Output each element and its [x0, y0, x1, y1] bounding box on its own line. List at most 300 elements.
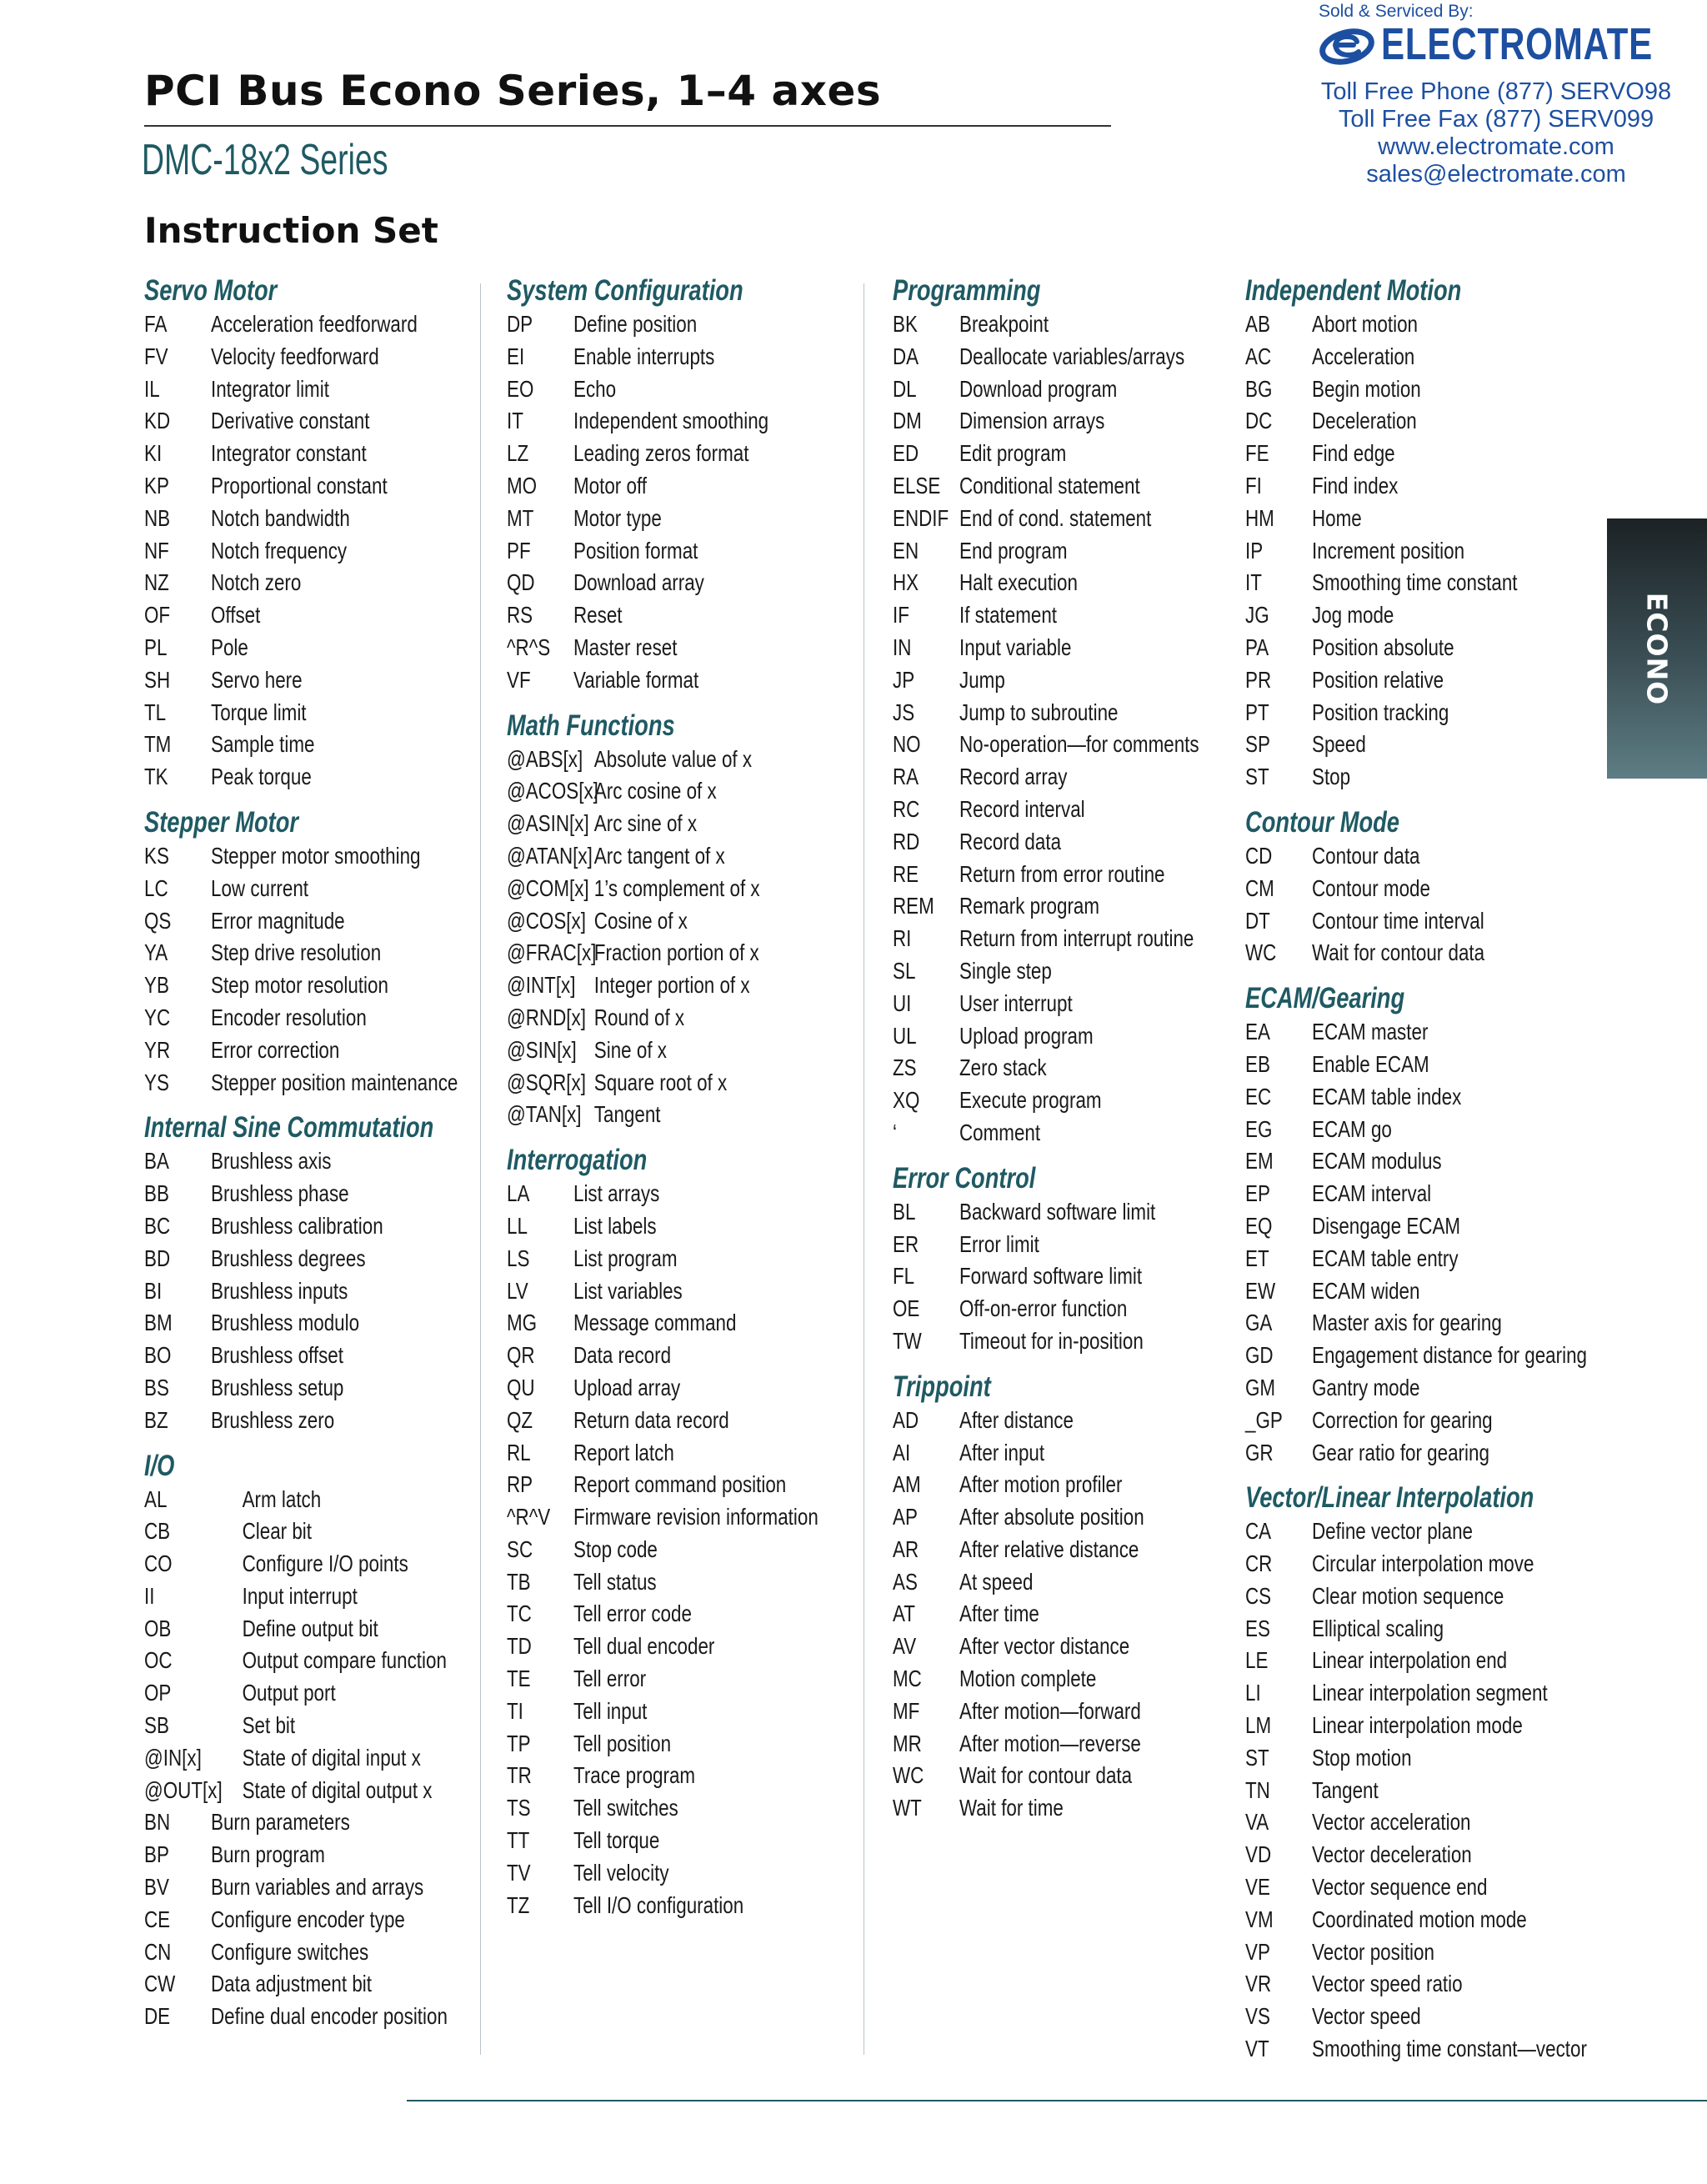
section-gap [144, 794, 536, 805]
instruction-description: Tell torque [573, 1827, 660, 1854]
instruction-description: Backward software limit [959, 1198, 1156, 1225]
instruction-code: PA [1245, 634, 1269, 660]
instruction-code: OB [144, 1615, 172, 1641]
instruction-description: Enable interrupts [573, 343, 715, 369]
instruction-description: Jump to subroutine [959, 699, 1119, 725]
brand-email[interactable]: sales@electromate.com [1366, 161, 1626, 188]
instruction-row [144, 470, 458, 503]
econo-tab-label-wrap [1607, 518, 1707, 779]
instruction-code: CO [144, 1550, 173, 1577]
instruction-description: Stepper position maintenance [211, 1069, 458, 1095]
instruction-row [507, 1566, 818, 1599]
instruction-row [1245, 1968, 1587, 2001]
instruction-code: ZS [893, 1054, 917, 1081]
instruction-row [507, 503, 818, 535]
instruction-description: After absolute position [959, 1504, 1144, 1530]
instruction-row [1245, 1613, 1587, 1646]
instruction-row [893, 470, 1199, 503]
instruction-description: Arc tangent of x [593, 842, 725, 869]
instruction-description: Upload program [959, 1022, 1094, 1049]
brand-block [1300, 0, 1692, 192]
instruction-description: Smoothing time constant [1312, 569, 1518, 596]
instruction-description: Tell switches [573, 1795, 678, 1821]
section-title: Math Functions [507, 709, 675, 742]
instruction-row [507, 438, 818, 470]
instruction-code: WC [1245, 939, 1277, 966]
instruction-description: Position format [573, 537, 698, 564]
instruction-row [1245, 1372, 1587, 1405]
instruction-row [144, 1613, 458, 1646]
instruction-row [507, 632, 818, 664]
instruction-row [507, 1663, 818, 1696]
instruction-code: GM [1245, 1374, 1276, 1400]
instruction-description: Configure I/O points [242, 1550, 408, 1577]
instruction-row [144, 632, 458, 664]
instruction-row [1245, 1710, 1587, 1742]
instruction-row [507, 1728, 818, 1761]
instruction-description: Configure encoder type [211, 1906, 405, 1932]
instruction-row [144, 1067, 458, 1100]
instruction-row [1245, 1081, 1587, 1114]
instruction-code: IN [893, 634, 912, 660]
instruction-code: MC [893, 1666, 922, 1692]
instruction-row [1245, 1145, 1587, 1178]
instruction-description: Variable format [573, 666, 699, 693]
instruction-code: EW [1245, 1277, 1276, 1304]
brand-website[interactable]: www.electromate.com [1378, 133, 1614, 160]
instruction-code: OC [144, 1647, 173, 1674]
instruction-description: Motor type [573, 504, 662, 531]
instruction-description: Tell velocity [573, 1859, 669, 1886]
instruction-description: Sample time [211, 731, 315, 758]
instruction-code: @SQR[x] [507, 1069, 586, 1095]
instruction-description: Integer portion of x [593, 972, 750, 999]
instruction-description: Arc sine of x [593, 810, 698, 837]
instruction-row [507, 599, 818, 632]
instruction-description: Motor off [573, 472, 647, 498]
instruction-row [507, 1501, 818, 1534]
instruction-row [1245, 308, 1587, 341]
instruction-code: TK [144, 764, 168, 790]
instruction-row [1245, 840, 1587, 873]
instruction-code: BV [144, 1874, 169, 1901]
instruction-code: KS [144, 842, 169, 869]
instruction-code: EB [1245, 1050, 1270, 1077]
instruction-row [893, 794, 1199, 826]
instruction-code: DC [1245, 408, 1273, 434]
instruction-row [144, 1742, 458, 1775]
instruction-row [893, 567, 1199, 599]
instruction-row [144, 308, 458, 341]
instruction-description: Integrator limit [211, 375, 329, 402]
instruction-description: Linear interpolation end [1312, 1647, 1508, 1674]
instruction-code: AR [893, 1535, 919, 1562]
instruction-description: ECAM modulus [1312, 1148, 1442, 1175]
instruction-description: Echo [573, 375, 617, 402]
section-title: Servo Motor [144, 274, 278, 307]
instruction-row [144, 969, 458, 1002]
instruction-row [144, 1405, 458, 1437]
instruction-row [507, 373, 818, 406]
instruction-description: Download array [573, 569, 704, 596]
instruction-code: @ASIN[x] [507, 810, 589, 837]
brand-fax: Toll Free Fax (877) SERV099 [1338, 106, 1654, 133]
instruction-row [1245, 761, 1587, 794]
instruction-description: Brushless degrees [211, 1245, 366, 1271]
instruction-description: Deallocate variables/arrays [959, 343, 1185, 369]
instruction-row [144, 405, 458, 438]
instruction-code: ^R^S [507, 634, 551, 660]
instruction-description: Wait for time [959, 1795, 1064, 1821]
instruction-row [144, 567, 458, 599]
section-title: Stepper Motor [144, 805, 299, 839]
instruction-description: Acceleration [1312, 343, 1415, 369]
instruction-description: Configure switches [211, 1938, 369, 1965]
instruction-row [1245, 470, 1587, 503]
instruction-description: List labels [573, 1212, 657, 1239]
instruction-description: Tell dual encoder [573, 1633, 715, 1660]
instruction-row [1245, 1742, 1587, 1775]
instruction-description: Brushless setup [211, 1374, 344, 1400]
instruction-row [507, 1760, 818, 1792]
instruction-code: AS [893, 1568, 918, 1595]
instruction-row [893, 1566, 1199, 1599]
instruction-row [893, 632, 1199, 664]
instruction-description: Report latch [573, 1439, 674, 1465]
instruction-description: Download program [959, 375, 1118, 402]
instruction-description: Round of x [593, 1004, 685, 1030]
instruction-row [507, 1002, 818, 1034]
instruction-description: Speed [1312, 731, 1366, 758]
instruction-row [893, 1760, 1199, 1792]
instruction-code: AI [893, 1439, 911, 1465]
instruction-row [144, 1002, 458, 1034]
instruction-code: YB [144, 972, 169, 999]
instruction-row [507, 405, 818, 438]
instruction-description: Define dual encoder position [211, 2003, 448, 2030]
instruction-description: Linear interpolation segment [1312, 1680, 1548, 1706]
instruction-code: @ABS[x] [507, 745, 583, 772]
instruction-description: Leading zeros format [573, 440, 749, 467]
section-title: Independent Motion [1245, 274, 1462, 307]
instruction-row [893, 1052, 1199, 1084]
instruction-code: CS [1245, 1582, 1272, 1609]
instruction-code: AD [893, 1406, 919, 1433]
instruction-description: Contour mode [1312, 874, 1430, 901]
instruction-row [507, 1340, 818, 1372]
instruction-column-2 [507, 273, 896, 1921]
instruction-description: End of cond. statement [959, 504, 1152, 531]
instruction-description: Error correction [211, 1036, 340, 1063]
instruction-row [893, 308, 1199, 341]
instruction-code: MR [893, 1730, 922, 1756]
instruction-description: Step drive resolution [211, 939, 382, 966]
instruction-row [1245, 503, 1587, 535]
instruction-code: VF [507, 666, 531, 693]
instruction-description: Engagement distance for gearing [1312, 1342, 1587, 1369]
instruction-code: RS [507, 602, 533, 629]
instruction-code: OE [893, 1295, 920, 1322]
instruction-code: VA [1245, 1809, 1269, 1836]
instruction-code: SH [144, 666, 171, 693]
instruction-code: CD [1245, 842, 1273, 869]
instruction-row [507, 1178, 818, 1210]
instruction-row [1245, 1405, 1587, 1437]
instruction-description: Tell position [573, 1730, 672, 1756]
instruction-code: CN [144, 1938, 172, 1965]
instruction-description: Record array [959, 764, 1068, 790]
instruction-description: Abort motion [1312, 311, 1418, 337]
instruction-code: KD [144, 408, 171, 434]
instruction-row [893, 890, 1199, 923]
instruction-code: SC [507, 1535, 533, 1562]
instruction-code: BL [893, 1198, 916, 1225]
instruction-row [507, 567, 818, 599]
instruction-row [144, 873, 458, 905]
instruction-row [893, 599, 1199, 632]
instruction-description: Brushless offset [211, 1342, 343, 1369]
instruction-row [893, 373, 1199, 406]
instruction-code: GR [1245, 1439, 1274, 1465]
instruction-code: @IN[x] [144, 1744, 202, 1771]
instruction-code: BC [144, 1212, 171, 1239]
instruction-code: TN [1245, 1776, 1270, 1803]
instruction-code: XQ [893, 1087, 920, 1114]
instruction-row [893, 405, 1199, 438]
instruction-code: VD [1245, 1841, 1272, 1868]
instruction-code: ET [1245, 1245, 1269, 1271]
instruction-code: FL [893, 1263, 915, 1290]
instruction-code: BM [144, 1310, 173, 1336]
instruction-code: YC [144, 1004, 171, 1030]
instruction-row [507, 1598, 818, 1630]
instruction-row [893, 955, 1199, 988]
instruction-row [507, 1210, 818, 1243]
instruction-description: Edit program [959, 440, 1067, 467]
instruction-code: TB [507, 1568, 531, 1595]
instruction-code: IT [507, 408, 523, 434]
instruction-description: Contour data [1312, 842, 1420, 869]
instruction-code: RD [893, 828, 920, 854]
instruction-row [1245, 1114, 1587, 1146]
instruction-row [893, 1293, 1199, 1325]
instruction-row [507, 664, 818, 697]
instruction-row [1245, 632, 1587, 664]
instruction-code: EG [1245, 1115, 1273, 1142]
instruction-description: Return data record [573, 1406, 729, 1433]
instruction-row [893, 1437, 1199, 1470]
instruction-row [507, 1034, 818, 1067]
instruction-code: QZ [507, 1406, 533, 1433]
section-gap [1245, 794, 1673, 805]
instruction-code: ST [1245, 1744, 1269, 1771]
instruction-row [893, 1728, 1199, 1761]
instruction-row [144, 1839, 458, 1871]
instruction-code: AL [144, 1485, 168, 1512]
instruction-row [1245, 1580, 1587, 1613]
instruction-description: ECAM table index [1312, 1083, 1462, 1110]
instruction-description: ECAM interval [1312, 1180, 1432, 1207]
instruction-row [144, 1775, 458, 1807]
instruction-row [507, 535, 818, 568]
instruction-row [1245, 1515, 1587, 1548]
instruction-description: Integrator constant [211, 440, 367, 467]
instruction-row [507, 744, 818, 776]
instruction-code: MO [507, 472, 538, 498]
instruction-code: VT [1245, 2036, 1269, 2062]
instruction-row [144, 729, 458, 761]
instruction-row [144, 1145, 458, 1178]
instruction-code: EA [1245, 1019, 1270, 1045]
instruction-description: Timeout for in-position [959, 1327, 1144, 1354]
instruction-code: CA [1245, 1518, 1272, 1545]
instruction-description: Arm latch [242, 1485, 322, 1512]
instruction-row [1245, 1806, 1587, 1839]
instruction-row [1245, 567, 1587, 599]
instruction-description: Square root of x [593, 1069, 728, 1095]
instruction-row [144, 905, 458, 938]
instruction-code: TP [507, 1730, 531, 1756]
instruction-code: PR [1245, 666, 1272, 693]
instruction-description: Vector speed ratio [1312, 1971, 1463, 1997]
instruction-row [144, 1871, 458, 1904]
instruction-code: EC [1245, 1083, 1272, 1110]
instruction-code: TV [507, 1859, 531, 1886]
instruction-code: DM [893, 408, 922, 434]
instruction-row [144, 1677, 458, 1710]
instruction-row [507, 1534, 818, 1566]
instruction-code: BK [893, 311, 918, 337]
instruction-row [1245, 1049, 1587, 1081]
instruction-description: Wait for contour data [959, 1762, 1133, 1789]
instruction-code: BN [144, 1809, 171, 1836]
instruction-description: Tell status [573, 1568, 657, 1595]
instruction-code: ED [893, 440, 919, 467]
instruction-description: Comment [959, 1119, 1041, 1145]
instruction-code: IL [144, 375, 160, 402]
instruction-code: LC [144, 874, 168, 901]
instruction-code: DP [507, 311, 533, 337]
instruction-code: BD [144, 1245, 171, 1271]
instruction-code: TZ [507, 1891, 530, 1918]
instruction-description: Burn parameters [211, 1809, 350, 1836]
section-gap [507, 697, 896, 709]
instruction-row [1245, 1016, 1587, 1049]
section-gap [893, 1358, 1275, 1370]
instruction-code: MF [893, 1697, 920, 1724]
instruction-description: Dimension arrays [959, 408, 1105, 434]
instruction-description: Begin motion [1312, 375, 1421, 402]
instruction-row [507, 1307, 818, 1340]
instruction-code: EO [507, 375, 534, 402]
econo-tab-label: ECONO [1640, 592, 1674, 705]
instruction-code: NZ [144, 569, 169, 596]
instruction-description: Upload array [573, 1374, 681, 1400]
instruction-description: Independent smoothing [573, 408, 769, 434]
instruction-code: BB [144, 1180, 169, 1207]
instruction-code: KI [144, 440, 163, 467]
instruction-row [507, 1825, 818, 1857]
instruction-description: Stop code [573, 1535, 658, 1562]
instruction-row [1245, 1210, 1587, 1243]
instruction-code: BG [1245, 375, 1273, 402]
instruction-description: Firmware revision information [573, 1504, 818, 1530]
instruction-description: Remark program [959, 893, 1100, 919]
instruction-description: Master axis for gearing [1312, 1310, 1502, 1336]
instruction-code: JP [893, 666, 915, 693]
instruction-description: Set bit [242, 1712, 296, 1739]
instruction-code: QR [507, 1342, 535, 1369]
instruction-code: WC [893, 1762, 924, 1789]
instruction-row [893, 1260, 1199, 1293]
instruction-description: After relative distance [959, 1535, 1139, 1562]
instruction-code: RA [893, 764, 919, 790]
page-title: PCI Bus Econo Series, 1–4 axes [144, 67, 882, 115]
section-heading: Instruction Set [144, 210, 438, 251]
section-title: ECAM/Gearing [1245, 982, 1405, 1015]
instruction-row [144, 1307, 458, 1340]
instruction-code: AT [893, 1600, 915, 1627]
instruction-row [507, 1275, 818, 1308]
instruction-code: ENDIF [893, 504, 949, 531]
section-title: Error Control [893, 1161, 1036, 1195]
instruction-description: Fraction portion of x [593, 939, 759, 966]
instruction-code: @SIN[x] [507, 1036, 577, 1063]
instruction-row [144, 1710, 458, 1742]
series-title: DMC-18x2 Series [142, 136, 388, 184]
instruction-description: Brushless modulo [211, 1310, 360, 1336]
instruction-description: Tell I/O configuration [573, 1891, 744, 1918]
instruction-row [1245, 341, 1587, 373]
instruction-row [507, 840, 818, 873]
brand-phone: Toll Free Phone (877) SERVO98 [1320, 78, 1672, 105]
instruction-row [1245, 405, 1587, 438]
instruction-code: FA [144, 311, 168, 337]
instruction-code: AM [893, 1471, 921, 1498]
instruction-row [1245, 1839, 1587, 1871]
instruction-row [1245, 729, 1587, 761]
instruction-row [144, 697, 458, 729]
instruction-row [893, 1501, 1199, 1534]
instruction-row [144, 1968, 458, 2001]
instruction-code: LI [1245, 1680, 1261, 1706]
instruction-code: NO [893, 731, 921, 758]
instruction-code: NF [144, 537, 169, 564]
instruction-code: WT [893, 1795, 922, 1821]
instruction-description: Conditional statement [959, 472, 1140, 498]
instruction-code: TM [144, 731, 172, 758]
instruction-code: UL [893, 1022, 917, 1049]
instruction-description: Forward software limit [959, 1263, 1143, 1290]
instruction-row [507, 808, 818, 840]
instruction-description: Vector deceleration [1312, 1841, 1472, 1868]
instruction-description: Vector position [1312, 1938, 1434, 1965]
instruction-code: MG [507, 1310, 538, 1336]
instruction-code: TE [507, 1666, 531, 1692]
instruction-description: User interrupt [959, 989, 1073, 1016]
instruction-row [507, 1099, 818, 1131]
instruction-code: GA [1245, 1310, 1273, 1336]
instruction-description: Position relative [1312, 666, 1444, 693]
instruction-row [893, 1229, 1199, 1261]
instruction-code: SL [893, 957, 916, 984]
instruction-code: AB [1245, 311, 1270, 337]
instruction-row [144, 664, 458, 697]
instruction-description: After motion—reverse [959, 1730, 1141, 1756]
instruction-row [144, 535, 458, 568]
instruction-row [1245, 1178, 1587, 1210]
instruction-code: @INT[x] [507, 972, 576, 999]
